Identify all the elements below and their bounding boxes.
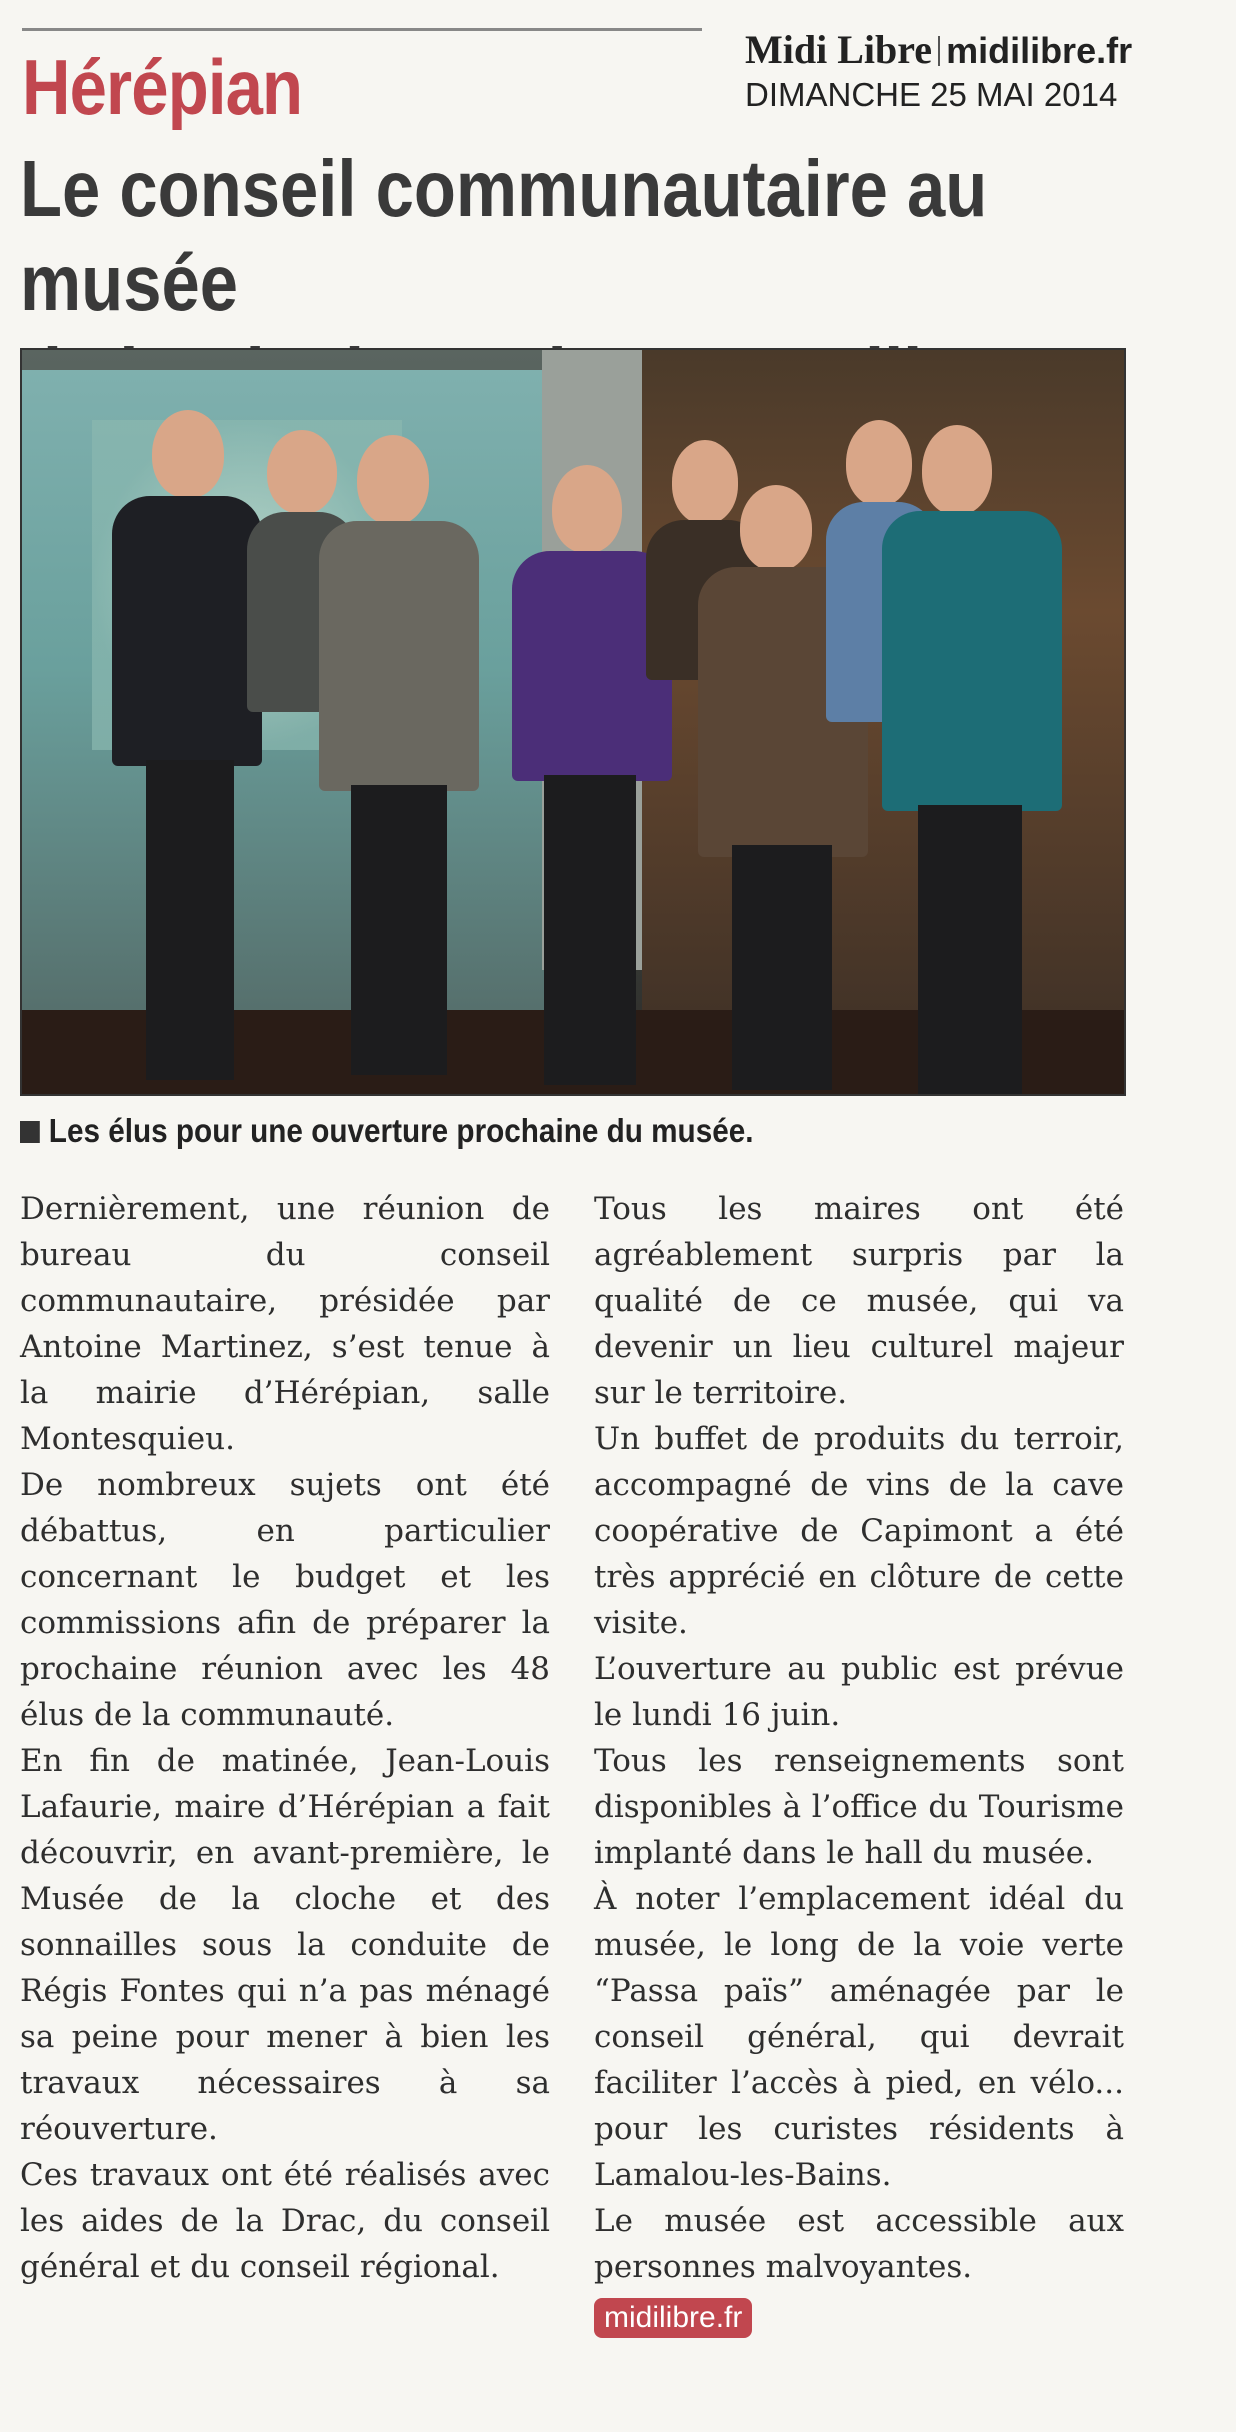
photo-caption [20, 1112, 754, 1150]
article-column-left [20, 1186, 550, 2290]
paragraph: Tous les maires ont été agréablement surpris par la qualité de ce musée, qui va devenir un lieu culturel majeur sur le territoire. [594, 1191, 1124, 1411]
top-rule [22, 28, 702, 31]
headline-line-1: Le conseil communautaire au musée [20, 144, 988, 327]
locality-label: Hérépian [22, 43, 303, 131]
paragraph: En fin de matinée, Jean-Louis Lafaurie, maire d’Hérépian a fait découvrir, en avant-première, le Musée de la cloche et des sonnailles sous la conduite de Régis Fontes qui n’a pas ménagé sa peine pour mener à bien les travaux nécessaires à sa réouverture. [20, 1743, 550, 2147]
site-badge: midilibre.fr [594, 2298, 752, 2338]
paragraph: Dernièrement, une réunion de bureau du conseil communautaire, présidée par Antoine Martinez, s’est tenue à la mairie d’Hérépian, salle Montesquieu. [20, 1191, 550, 1457]
caption-bullet-icon [20, 1121, 40, 1143]
dateline: DIMANCHE 25 MAI 2014 [745, 76, 1118, 113]
paragraph: Un buffet de produits du terroir, accompagné de vins de la cave coopérative de Capimont a été très apprécié en clôture de cette visite. [594, 1421, 1124, 1641]
caption-text: Les élus pour une ouverture prochaine du musée. [48, 1112, 754, 1149]
paper-name: Midi Libre [745, 27, 933, 72]
paragraph: À noter l’emplacement idéal du musée, le long de la voie verte “Passa païs” aménagée par le conseil général, qui devrait faciliter l’accès à pied, en vélo... pour les curistes résidents à Lamalou-les-Bains. [594, 1881, 1124, 2193]
paragraph: De nombreux sujets ont été débattus, en particulier concernant le budget et les commissions afin de préparer la prochaine réunion avec les 48 élus de la communauté. [20, 1467, 550, 1733]
paragraph: Ces travaux ont été réalisés avec les aides de la Drac, du conseil général et du conseil régional. [20, 2157, 550, 2285]
paragraph: L’ouverture au public est prévue le lundi 16 juin. [594, 1651, 1124, 1733]
article-column-right [594, 1186, 1124, 2340]
paragraph: Le musée est accessible aux personnes malvoyantes. [594, 2203, 1124, 2285]
group-photo [20, 348, 1126, 1096]
paragraph: Tous les renseignements sont disponibles à l’office du Tourisme implanté dans le hall du musée. [594, 1743, 1124, 1871]
masthead-site: midilibre.fr [946, 30, 1133, 71]
masthead-separator [938, 36, 940, 66]
masthead [745, 26, 1145, 73]
